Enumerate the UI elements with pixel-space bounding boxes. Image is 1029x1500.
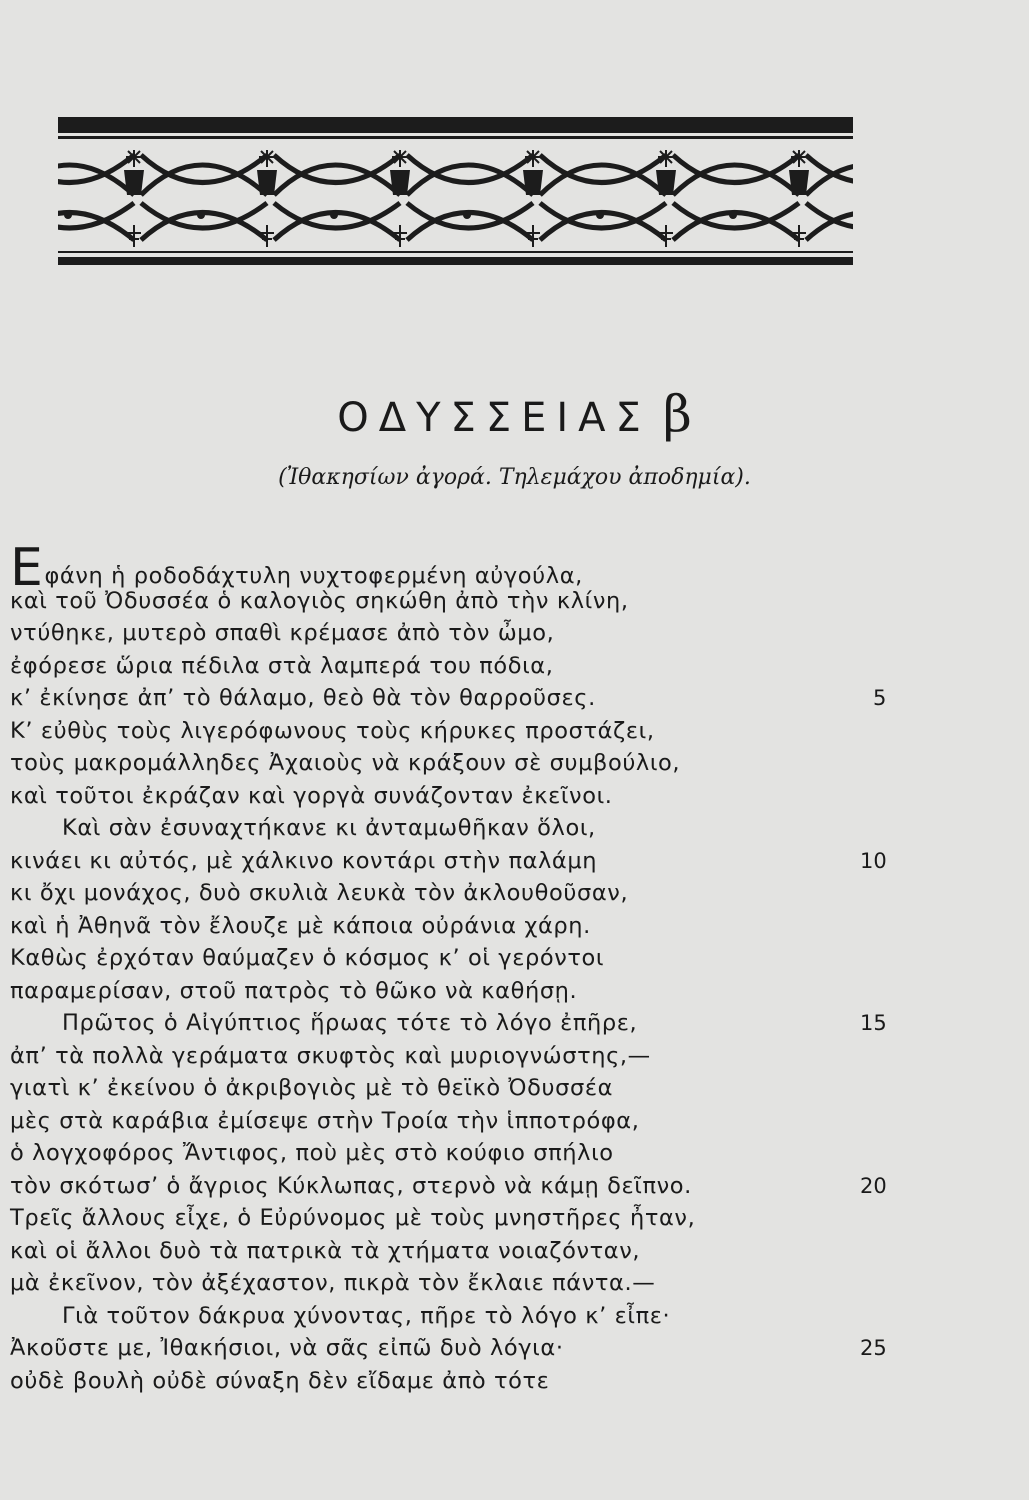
title-letter: β bbox=[662, 385, 692, 443]
poem-line-text: Εφάνη ἡ ροδοδάχτυλη νυχτοφερμένη αὐγούλα, bbox=[10, 538, 583, 598]
poem-line-text: ἐφόρεσε ὥρια πέδιλα στὰ λαμπερά του πόδια, bbox=[10, 652, 554, 679]
drop-initial: Ε bbox=[10, 538, 44, 598]
line-number: 25 bbox=[860, 1336, 887, 1360]
page-subtitle: (Ἰθακησίων ἀγορά. Τηλεμάχου ἀποδημία). bbox=[278, 465, 751, 490]
poem-line bbox=[10, 1332, 1010, 1365]
poem-line bbox=[10, 1235, 1010, 1268]
poem-line-text: Τρεῖς ἄλλους εἶχε, ὁ Εὐρύνομος μὲ τοὺς μνηστῆρες ἦταν, bbox=[10, 1205, 696, 1231]
poem-line-text: κινάει κι αὐτός, μὲ χάλκινο κοντάρι στὴν παλάμη bbox=[10, 847, 598, 874]
poem-line bbox=[10, 975, 1010, 1008]
poem-line-text: παραμερίσαν, στοῦ πατρὸς τὸ θῶκο νὰ καθήσῃ. bbox=[10, 977, 578, 1004]
poem-line-text: τοὺς μακρομάλληδες Ἀχαιοὺς νὰ κράξουν σὲ συμβούλιο, bbox=[10, 750, 681, 776]
poem-line-text: Καὶ σὰν ἐσυναχτήκανε κι ἀνταμωθῆκαν ὅλοι, bbox=[62, 815, 596, 841]
poem-line bbox=[10, 1072, 1010, 1105]
poem-line-text: οὐδὲ βουλὴ οὐδὲ σύναξη δὲν εἴδαμε ἀπὸ τότε bbox=[10, 1367, 550, 1394]
poem-line bbox=[10, 1105, 1010, 1138]
poem-line bbox=[10, 617, 1010, 650]
page-title bbox=[0, 385, 1029, 443]
poem-line bbox=[10, 1137, 1010, 1170]
poem-line-text: Πρῶτος ὁ Αἰγύπτιος ἥρωας τότε τὸ λόγο ἐπῆρε, bbox=[62, 1010, 638, 1036]
poem-line bbox=[10, 845, 1010, 878]
title-text: ΟΔΥΣΣΕΙΑΣ bbox=[337, 395, 651, 441]
poem-line bbox=[10, 942, 1010, 975]
poem-line-text: Κ’ εὐθὺς τοὺς λιγερόφωνους τοὺς κήρυκες προστάζει, bbox=[10, 717, 655, 744]
poem-line bbox=[10, 1365, 1010, 1398]
poem-line bbox=[10, 1040, 1010, 1073]
poem-line bbox=[10, 538, 1010, 598]
poem-line bbox=[10, 715, 1010, 748]
poem-line-text: τὸν σκότωσ’ ὁ ἄγριος Κύκλωπας, στερνὸ νὰ κάμῃ δεῖπνο. bbox=[10, 1172, 692, 1199]
poem-line-text: μὰ ἐκεῖνον, τὸν ἀξέχαστον, πικρὰ τὸν ἔκλαιε πάντα.— bbox=[10, 1270, 656, 1296]
poem-line-text: Γιὰ τοῦτον δάκρυα χύνοντας, πῆρε τὸ λόγο κ’ εἶπε· bbox=[62, 1302, 671, 1329]
line-number: 15 bbox=[860, 1011, 887, 1035]
poem-line bbox=[10, 910, 1010, 943]
poem-line-text: μὲς στὰ καράβια ἐμίσεψε στὴν Τροία τὴν ἱπποτρόφα, bbox=[10, 1107, 640, 1134]
poem-line-text: κ’ ἐκίνησε ἀπ’ τὸ θάλαμο, θεὸ θὰ τὸν θαρροῦσες. bbox=[10, 685, 596, 711]
decorative-border-ornament bbox=[58, 115, 853, 270]
poem-line bbox=[10, 812, 1010, 845]
poem-line bbox=[10, 1202, 1010, 1235]
poem-line-text: καὶ τοῦ Ὀδυσσέα ὁ καλογιὸς σηκώθη ἀπὸ τὴν κλίνη, bbox=[10, 587, 629, 614]
poem-line-text: γιατὶ κ’ ἐκείνου ὁ ἀκριβογιὸς μὲ τὸ θεϊκὸ Ὀδυσσέα bbox=[10, 1075, 614, 1101]
poem-line bbox=[10, 682, 1010, 715]
poem-line bbox=[10, 1267, 1010, 1300]
poem-line bbox=[10, 747, 1010, 780]
poem-line-text: ὁ λογχοφόρος Ἄντιφος, ποὺ μὲς στὸ κούφιο σπήλιο bbox=[10, 1140, 614, 1166]
poem-line bbox=[10, 1170, 1010, 1203]
poem-line-text: Ἀκοῦστε με, Ἰθακήσιοι, νὰ σᾶς εἰπῶ δυὸ λόγια· bbox=[10, 1335, 564, 1361]
poem-line bbox=[10, 1300, 1010, 1333]
poem-line bbox=[10, 650, 1010, 683]
poem-line-text: καὶ ἡ Ἀθηνᾶ τὸν ἔλουζε μὲ κάποια οὐράνια χάρη. bbox=[10, 912, 591, 939]
line-number: 5 bbox=[873, 686, 887, 710]
poem-line bbox=[10, 1007, 1010, 1040]
poem-line-text: ἀπ’ τὰ πολλὰ γεράματα σκυφτὸς καὶ μυριογνώστης,— bbox=[10, 1042, 651, 1069]
line-number: 10 bbox=[860, 848, 887, 873]
poem-line bbox=[10, 780, 1010, 813]
poem-line-text: Καθὼς ἐρχόταν θαύμαζεν ὁ κόσμος κ’ οἱ γερόντοι bbox=[10, 945, 605, 971]
poem-line bbox=[10, 585, 1010, 618]
poem-text bbox=[10, 538, 1010, 1397]
poem-line-text: καὶ οἱ ἄλλοι δυὸ τὰ πατρικὰ τὰ χτήματα νοιαζόνταν, bbox=[10, 1237, 641, 1264]
poem-line-text: ντύθηκε, μυτερὸ σπαθὶ κρέμασε ἀπὸ τὸν ὦμο, bbox=[10, 620, 555, 646]
poem-line bbox=[10, 877, 1010, 910]
poem-line-text: κι ὄχι μονάχος, δυὸ σκυλιὰ λευκὰ τὸν ἀκλουθοῦσαν, bbox=[10, 880, 629, 906]
line-number: 20 bbox=[860, 1173, 887, 1198]
poem-line-text: καὶ τοῦτοι ἐκράζαν καὶ γοργὰ συνάζονταν ἐκεῖνοι. bbox=[10, 782, 613, 809]
